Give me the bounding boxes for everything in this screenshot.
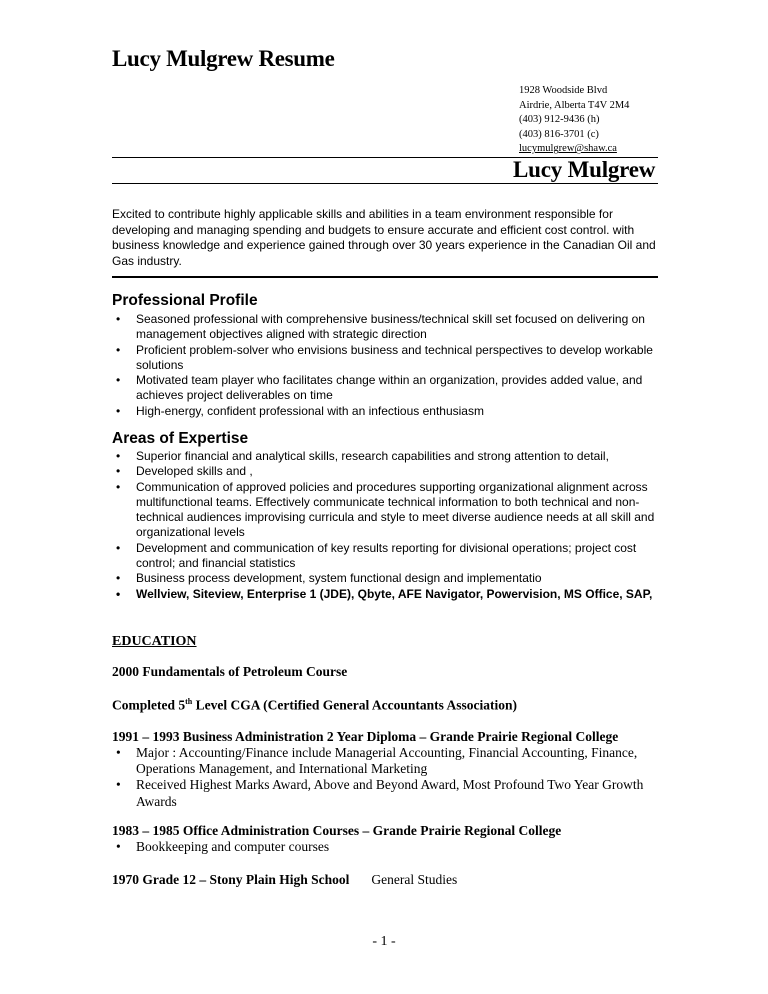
bullet-icon: •	[116, 403, 121, 418]
list-item: • Wellview, Siteview, Enterprise 1 (JDE), Qbyte, AFE Navigator, Powervision, MS Office, SAP,	[116, 586, 653, 601]
page-number: - 1 -	[372, 934, 396, 949]
cga-line: Completed 5th Level CGA (Certified General Accountants Association)	[112, 697, 517, 713]
contact-block	[519, 84, 629, 157]
bullet-icon: •	[116, 571, 121, 586]
address-line-2: Airdrie, Alberta T4V 2M4	[519, 99, 630, 111]
education-heading: EDUCATION	[112, 634, 197, 649]
list-item: • Major : Accounting/Finance include Managerial Accounting, Financial Accounting, Finance, Operations Management, and International Marketing	[116, 745, 638, 777]
bullet-icon: •	[116, 373, 121, 388]
areas-of-expertise-heading: Areas of Expertise	[112, 430, 249, 447]
areas-of-expertise-list	[112, 449, 660, 602]
course-2000: 2000 Fundamentals of Petroleum Course	[112, 664, 348, 679]
bullet-icon: •	[116, 777, 121, 793]
list-item: • Motivated team player who facilitates change within an organization, provides added value, and achieves project deliverables on time	[116, 373, 643, 403]
home-phone: (403) 912-9436 (h)	[519, 114, 600, 126]
professional-profile-list	[112, 312, 660, 419]
list-item: • Superior financial and analytical skills, research capabilities and strong attention to detail,	[116, 449, 609, 463]
candidate-name: Lucy Mulgrew	[513, 157, 656, 182]
summary-rule	[112, 276, 658, 278]
diploma-details-list	[112, 745, 664, 810]
grade-12-line: 1970 Grade 12 – Stony Plain High School General Studies	[112, 872, 458, 887]
bullet-icon: •	[116, 839, 121, 854]
email-link[interactable]: lucymulgrew@shaw.ca	[519, 143, 617, 155]
address-line-1: 1928 Woodside Blvd	[519, 85, 608, 96]
bullet-icon: •	[116, 745, 121, 760]
list-item: • Business process development, system functional design and implementatio	[116, 571, 542, 586]
bullet-icon: •	[116, 342, 121, 357]
header-rule-bottom	[112, 183, 658, 184]
list-item: • High-energy, confident professional with an infectious enthusiasm	[116, 403, 484, 418]
diploma-line: 1991 – 1993 Business Administration 2 Year Diploma – Grande Prairie Regional College	[112, 729, 619, 744]
list-item: • Bookkeeping and computer courses	[116, 839, 330, 854]
list-item: • Proficient problem-solver who envisions business and technical perspectives to develop workable solutions	[116, 342, 653, 372]
bullet-icon: •	[116, 586, 121, 601]
bullet-icon: •	[116, 464, 121, 479]
office-admin-list	[112, 839, 664, 855]
bullet-icon: •	[116, 449, 121, 463]
list-item: • Development and communication of key results reporting for divisional operations; project cost control; and financial statistics	[116, 540, 637, 571]
list-item: • Communication of approved policies and procedures supporting organizational alignment across multifunctional teams. Effectively communicate technical information to both technical and non-technical audiences improvising curricula and style to meet diverse audience needs at all skill and organizational levels	[116, 479, 655, 540]
bullet-icon: •	[116, 479, 121, 494]
list-item: • Developed skills and ,	[116, 464, 253, 479]
document-title: Lucy Mulgrew Resume	[112, 46, 335, 71]
bullet-icon: •	[116, 540, 121, 555]
office-admin-line: 1983 – 1985 Office Administration Courses – Grande Prairie Regional College	[112, 823, 562, 838]
professional-profile-heading: Professional Profile	[112, 292, 258, 309]
bullet-icon: •	[116, 312, 121, 326]
summary-paragraph: Excited to contribute highly applicable skills and abilities in a team environment responsible for developing and managing spending and budgets to ensure accurate and efficient cost control. with business knowledge and experience gained through over 30 years experience in the Canadian Oil and Gas industry.	[112, 207, 656, 268]
cell-phone: (403) 816-3701 (c)	[519, 128, 599, 140]
list-item: • Seasoned professional with comprehensive business/technical skill set focused on delivering on management objectives aligned with strategic direction	[116, 312, 645, 342]
list-item: • Received Highest Marks Award, Above and Beyond Award, Most Profound Two Year Growth Awards	[116, 777, 644, 809]
